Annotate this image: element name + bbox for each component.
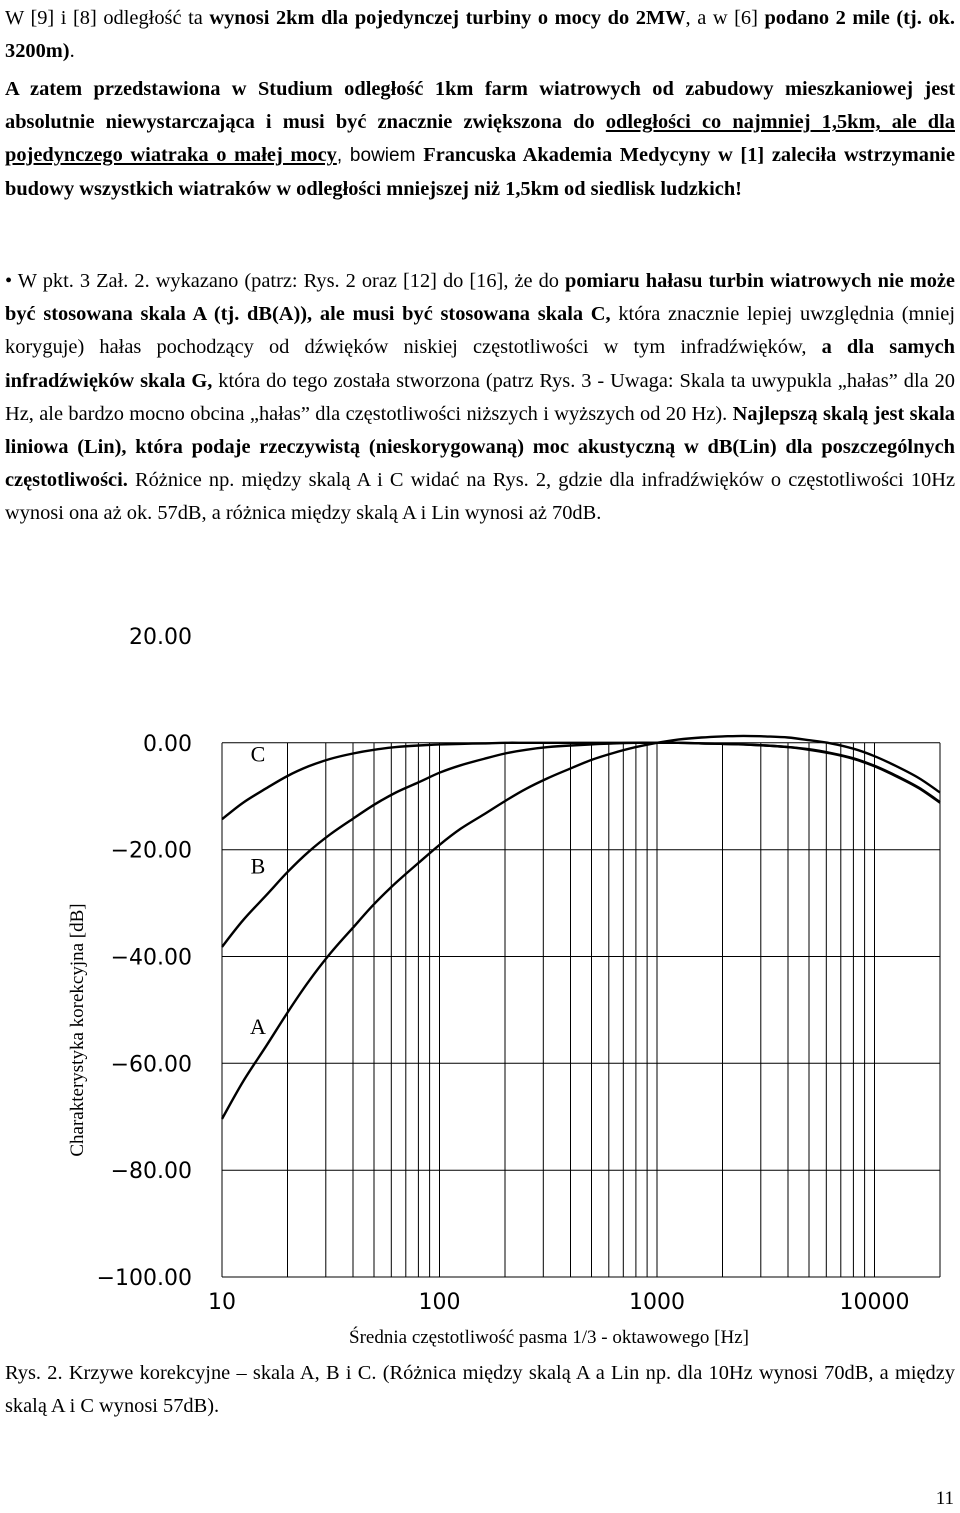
y-tick-labels (97, 625, 192, 1291)
figure-caption: Rys. 2. Krzywe korekcyjne – skala A, B i C. (Różnica między skalą A a Lin np. dla 10Hz wynosi 70dB, a między skalą A i C wynosi 57dB). (5, 1362, 955, 1418)
paragraph-study-distance (5, 73, 955, 206)
p2-bold-french-academy: Francuska Akademia Medycyny w [1] zaleciła wstrzymanie budowy wszystkich wiatraków w odległości mniejszej niż 1,5km od siedlisk ludzkich! (5, 144, 955, 200)
curve-label-b: B (250, 853, 266, 879)
p3-bold-scale-g: a dla samych infradźwięków skala G, (5, 336, 955, 392)
p3-text-c: która znacznie lepiej uwzględnia (mniej koryguje) hałas pochodzący od dźwięków niskiej częstotliwości w tym infradźwięków, (5, 303, 955, 359)
curve-c (222, 743, 940, 819)
paragraph-noise-scales (5, 265, 955, 531)
p3-bold-scale-c: pomiaru hałasu turbin wiatrowych nie może być stosowana skala A (tj. dB(A)), ale musi być stosowana skala C, (5, 270, 955, 326)
page-number: 11 (935, 1488, 954, 1509)
x-tick-label: 1000 (629, 1290, 685, 1315)
y-tick-label: 0.00 (143, 731, 192, 757)
curve-labels (250, 742, 266, 1039)
weighting-curves-chart (0, 612, 960, 1352)
p1-text-a: W [9] i [8] odległość ta (5, 7, 210, 29)
curve-label-a: A (250, 1013, 266, 1039)
y-tick-label: −80.00 (110, 1159, 192, 1185)
p1-text-c: , a w [6] (685, 7, 765, 29)
p1-bold-2km: wynosi 2km dla pojedynczej turbiny o mocy do 2MW (209, 7, 686, 29)
chart-grid (222, 743, 940, 1277)
curve-b (222, 743, 940, 947)
p3-text-g: Różnice np. między skalą A i C widać na Rys. 2, gdzie dla infradźwięków o częstotliwości 10Hz wynosi ona aż ok. 57dB, a różnica między skalą A i Lin wynosi aż 70dB. (5, 469, 955, 525)
p3-text-e: która do tego została stworzona (patrz Rys. 3 - Uwaga: Skala ta uwypukla „hałas” dla 20 Hz, ale bardzo mocno obcina „hałas” dla częstotliwości niższych i wyższych od 20 Hz). (5, 369, 955, 425)
p1-bold-2miles: podano 2 mile (tj. ok. 3200m) (5, 7, 955, 63)
x-axis-title: Średnia częstotliwość pasma 1/3 - oktawowego [Hz] (349, 1327, 749, 1348)
chart-curves (222, 736, 940, 1119)
x-tick-labels (208, 1290, 910, 1315)
y-axis-title: Charakterystyka korekcyjna [dB] (67, 903, 88, 1157)
curve-a (222, 736, 940, 1119)
p3-text-a: W pkt. 3 Zał. 2. wykazano (patrz: Rys. 2 oraz [12] do [16], że do (12, 270, 565, 292)
p1-text-e: . (69, 40, 75, 63)
x-tick-label: 100 (418, 1290, 461, 1315)
y-tick-label: −40.00 (110, 945, 192, 971)
paragraph-distance-references (5, 2, 955, 68)
p2-text-c: , bowiem (336, 145, 424, 167)
p2-text-a: A zatem przedstawiona w Studium odległość 1km farm wiatrowych od zabudowy mieszkaniowej jest absolutnie niewystarczająca i musi być znacznie zwiększona do (5, 78, 955, 134)
y-tick-label: −100.00 (96, 1266, 192, 1291)
y-tick-label: −60.00 (110, 1052, 192, 1078)
p3-bold-linear-scale: Najlepszą skalą jest skala liniowa (Lin), która podaje rzeczywistą (nieskorygowaną) moc akustyczną w dB(Lin) dla poszczególnych częstotliwości. (5, 402, 955, 492)
y-tick-label: −20.00 (110, 838, 192, 864)
bullet-marker: • (5, 270, 13, 292)
curve-label-c: C (250, 741, 266, 767)
x-tick-label: 10000 (839, 1290, 910, 1315)
p2-underlined-min-distance: odległości co najmniej 1,5km, ale dla pojedynczego wiatraka o małej mocy (5, 111, 955, 167)
y-tick-label: 20.00 (129, 625, 192, 650)
x-tick-label: 10 (208, 1290, 236, 1315)
